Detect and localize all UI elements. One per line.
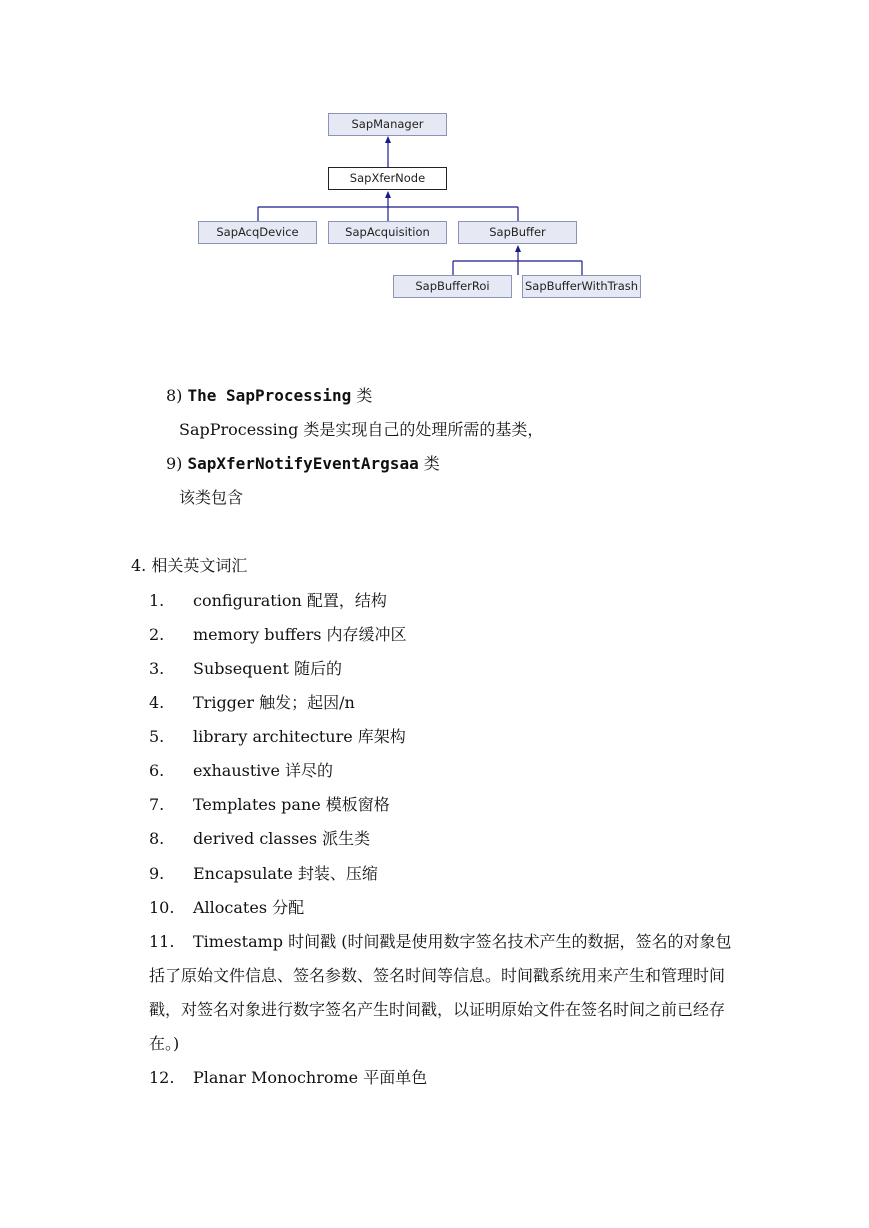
vocab-item-number: 11. <box>149 932 175 951</box>
vocab-item-text: library architecture 库架构 <box>193 727 406 746</box>
vocab-item-text: Trigger 触发；起因/n <box>193 693 355 712</box>
vocab-item <box>149 591 387 611</box>
vocab-item-text: exhaustive 详尽的 <box>193 761 333 780</box>
node-sapmanager: SapManager <box>328 113 447 136</box>
section-9-desc: 该类包含 <box>179 488 244 507</box>
vocab-item <box>149 864 378 884</box>
arrow-to-buffer <box>515 245 521 252</box>
node-sapxfernode: SapXferNode <box>328 167 447 190</box>
section-9-number: 9) <box>166 454 183 473</box>
vocab-item-number: 6. <box>149 761 165 780</box>
vocab-item <box>149 693 355 713</box>
vocab-item-text: Planar Monochrome 平面单色 <box>193 1068 428 1087</box>
node-sapacqdevice: SapAcqDevice <box>198 221 317 244</box>
node-sapbufferroi: SapBufferRoi <box>393 275 512 298</box>
vocab-item <box>149 727 406 747</box>
vocab-item-number: 9. <box>149 864 165 883</box>
vocab-item-text: Timestamp 时间戳 (时间戳是使用数字签名技术产生的数据，签名的对象包括了原始文件信息、签名参数、签名时间等信息。时间戳系统用来产生和管理时间戳，对签名对象进行数字签名产生时间戳，以证明原始文件在签名时间之前已经存在。) <box>149 932 732 1053</box>
vocab-item <box>149 625 407 645</box>
vocab-item <box>149 829 370 849</box>
node-sapbufferwithtrash: SapBufferWithTrash <box>522 275 641 298</box>
vocab-item-number: 1. <box>149 591 165 610</box>
vocab-item-text: configuration 配置，结构 <box>193 591 387 610</box>
section-9-name: SapXferNotifyEventArgsaa <box>187 454 419 473</box>
vocab-item <box>149 925 744 1061</box>
vocab-item-number: 8. <box>149 829 165 848</box>
vocab-item-number: 10. <box>149 898 175 917</box>
section-8-suffix: 类 <box>356 386 373 405</box>
class-hierarchy-edges <box>0 0 869 320</box>
vocab-item-text: Templates pane 模板窗格 <box>193 795 390 814</box>
vocab-item-text: derived classes 派生类 <box>193 829 371 848</box>
vocab-item <box>149 761 333 781</box>
vocab-heading: 4. 相关英文词汇 <box>131 556 248 575</box>
vocab-item-number: 4. <box>149 693 165 712</box>
vocab-item-text: Allocates 分配 <box>193 898 305 917</box>
vocab-item <box>149 659 342 679</box>
vocab-item <box>149 898 304 918</box>
node-sapacquisition: SapAcquisition <box>328 221 447 244</box>
section-8-name: The SapProcessing <box>187 386 352 405</box>
vocab-item-number: 2. <box>149 625 165 644</box>
arrow-to-xfernode <box>385 191 391 198</box>
section-8-heading <box>166 386 372 406</box>
arrow-to-manager <box>385 136 391 143</box>
section-9-suffix: 类 <box>423 454 440 473</box>
vocab-item-text: Encapsulate 封装、压缩 <box>193 864 378 883</box>
vocab-item-text: memory buffers 内存缓冲区 <box>193 625 407 644</box>
section-8-desc: SapProcessing 类是实现自己的处理所需的基类， <box>179 420 544 439</box>
vocab-item-number: 5. <box>149 727 165 746</box>
vocab-item <box>149 1068 427 1088</box>
section-9-heading <box>166 454 440 474</box>
section-8-number: 8) <box>166 386 183 405</box>
vocab-item <box>149 795 390 815</box>
vocab-item-number: 3. <box>149 659 165 678</box>
vocab-item-number: 7. <box>149 795 165 814</box>
node-sapbuffer: SapBuffer <box>458 221 577 244</box>
vocab-item-text: Subsequent 随后的 <box>193 659 343 678</box>
vocab-item-number: 12. <box>149 1068 175 1087</box>
